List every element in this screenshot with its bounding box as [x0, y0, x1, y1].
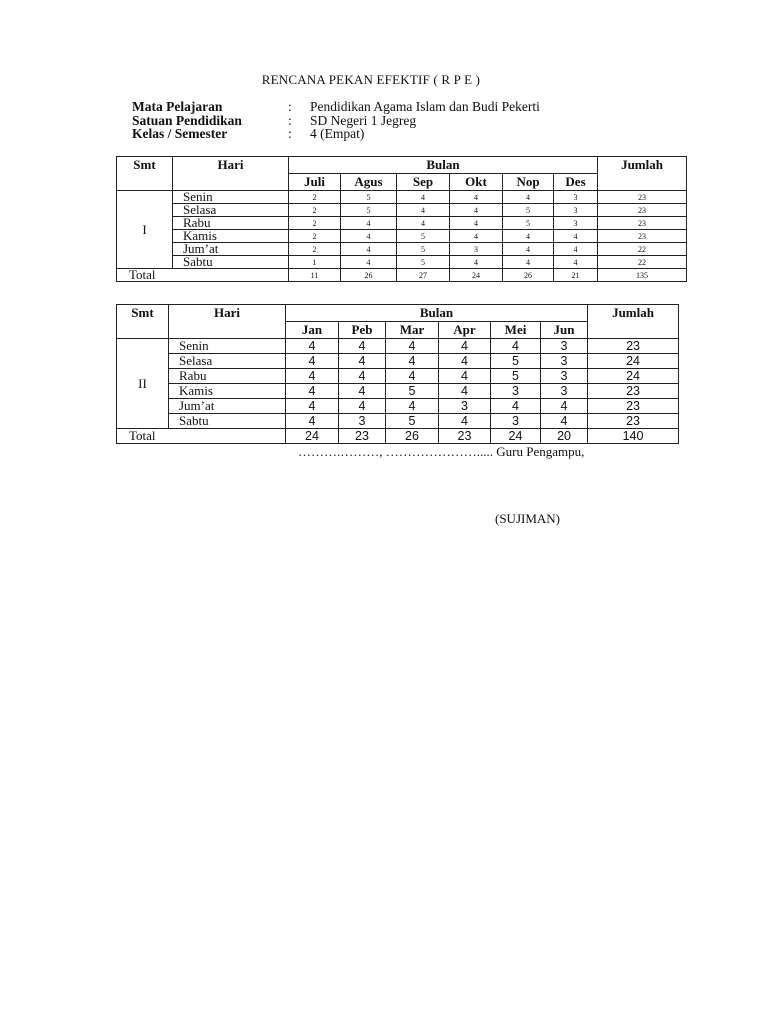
jumlah-cell: 24 [588, 369, 679, 384]
semester-label: II [117, 339, 169, 429]
value-cell: 4 [554, 243, 598, 256]
value-cell: 4 [503, 191, 554, 204]
value-cell: 5 [397, 230, 450, 243]
total-jumlah-cell: 140 [588, 429, 679, 444]
value-cell: 3 [554, 191, 598, 204]
jumlah-cell: 23 [598, 204, 687, 217]
meta-label: Kelas / Semester [132, 126, 228, 141]
total-value-cell: 26 [341, 269, 397, 282]
smt-header: Smt [117, 157, 173, 191]
table-row [117, 230, 687, 243]
value-cell: 3 [541, 354, 588, 369]
value-cell: 4 [503, 243, 554, 256]
jumlah-header: Jumlah [598, 157, 687, 191]
day-cell: Sabtu [173, 256, 289, 269]
value-cell: 5 [341, 191, 397, 204]
total-value-cell: 27 [397, 269, 450, 282]
day-cell: Rabu [173, 217, 289, 230]
value-cell: 4 [341, 256, 397, 269]
value-cell: 5 [397, 243, 450, 256]
semester-1-table [116, 156, 687, 282]
meta-colon: : [288, 113, 292, 128]
value-cell: 5 [386, 384, 439, 399]
total-value-cell: 24 [491, 429, 541, 444]
value-cell: 4 [341, 230, 397, 243]
value-cell: 3 [450, 243, 503, 256]
value-cell: 4 [439, 384, 491, 399]
total-value-cell: 26 [503, 269, 554, 282]
day-cell: Jum’at [169, 399, 286, 414]
meta-value: Pendidikan Agama Islam dan Budi Pekerti [310, 99, 540, 114]
semester-2-table [116, 304, 679, 444]
value-cell: 4 [491, 399, 541, 414]
value-cell: 1 [289, 256, 341, 269]
table-row [117, 191, 687, 204]
month-header: Jan [286, 322, 339, 339]
meta-colon: : [288, 126, 292, 141]
day-cell: Rabu [169, 369, 286, 384]
total-jumlah-cell: 135 [598, 269, 687, 282]
jumlah-cell: 23 [588, 399, 679, 414]
month-header: Apr [439, 322, 491, 339]
value-cell: 2 [289, 191, 341, 204]
signature-name: (SUJIMAN) [495, 511, 560, 526]
meta-label: Satuan Pendidikan [132, 113, 242, 128]
month-header: Mar [386, 322, 439, 339]
value-cell: 2 [289, 217, 341, 230]
total-value-cell: 23 [339, 429, 386, 444]
total-label: Total [117, 429, 169, 444]
semester-label: I [117, 191, 173, 269]
value-cell: 2 [289, 204, 341, 217]
month-header: Juli [289, 174, 341, 191]
value-cell: 4 [339, 399, 386, 414]
value-cell: 4 [286, 384, 339, 399]
value-cell: 5 [491, 369, 541, 384]
jumlah-cell: 23 [588, 414, 679, 429]
smt-header: Smt [117, 305, 169, 339]
value-cell: 4 [439, 369, 491, 384]
day-cell: Jum’at [173, 243, 289, 256]
total-row [117, 269, 687, 282]
table-row [117, 384, 679, 399]
value-cell: 4 [439, 339, 491, 354]
value-cell: 4 [491, 339, 541, 354]
jumlah-cell: 23 [588, 384, 679, 399]
month-header: Mei [491, 322, 541, 339]
value-cell: 4 [450, 256, 503, 269]
table-row [117, 399, 679, 414]
table-row [117, 256, 687, 269]
month-header: Jun [541, 322, 588, 339]
bulan-header: Bulan [289, 157, 598, 174]
table-row [117, 217, 687, 230]
value-cell: 4 [450, 217, 503, 230]
day-cell: Selasa [169, 354, 286, 369]
jumlah-cell: 23 [598, 217, 687, 230]
value-cell: 4 [439, 354, 491, 369]
value-cell: 4 [397, 191, 450, 204]
total-spacer [173, 269, 289, 282]
document-title: RENCANA PEKAN EFEKTIF ( R P E ) [261, 72, 481, 87]
month-header: Des [554, 174, 598, 191]
total-label: Total [117, 269, 173, 282]
jumlah-cell: 23 [588, 339, 679, 354]
bulan-header: Bulan [286, 305, 588, 322]
value-cell: 4 [397, 204, 450, 217]
value-cell: 3 [541, 339, 588, 354]
jumlah-cell: 22 [598, 243, 687, 256]
jumlah-cell: 23 [598, 230, 687, 243]
table-row [117, 339, 679, 354]
total-value-cell: 11 [289, 269, 341, 282]
value-cell: 4 [286, 339, 339, 354]
month-header: Agus [341, 174, 397, 191]
table-row [117, 204, 687, 217]
value-cell: 4 [386, 354, 439, 369]
total-row [117, 429, 679, 444]
value-cell: 3 [541, 369, 588, 384]
month-header: Peb [339, 322, 386, 339]
value-cell: 4 [341, 217, 397, 230]
value-cell: 3 [339, 414, 386, 429]
value-cell: 4 [339, 339, 386, 354]
value-cell: 4 [339, 369, 386, 384]
total-value-cell: 24 [450, 269, 503, 282]
total-value-cell: 24 [286, 429, 339, 444]
meta-value: SD Negeri 1 Jegreg [310, 113, 417, 128]
value-cell: 4 [450, 230, 503, 243]
value-cell: 5 [386, 414, 439, 429]
meta-label: Mata Pelajaran [132, 99, 223, 114]
jumlah-header: Jumlah [588, 305, 679, 339]
day-cell: Sabtu [169, 414, 286, 429]
table-row [117, 369, 679, 384]
meta-value: 4 (Empat) [310, 126, 365, 141]
jumlah-cell: 24 [588, 354, 679, 369]
value-cell: 4 [386, 339, 439, 354]
meta-colon: : [288, 99, 292, 114]
month-header: Okt [450, 174, 503, 191]
value-cell: 4 [397, 217, 450, 230]
total-value-cell: 20 [541, 429, 588, 444]
value-cell: 4 [386, 399, 439, 414]
hari-header: Hari [173, 157, 289, 191]
total-value-cell: 23 [439, 429, 491, 444]
value-cell: 4 [286, 399, 339, 414]
table-row [117, 414, 679, 429]
total-value-cell: 26 [386, 429, 439, 444]
day-cell: Selasa [173, 204, 289, 217]
signature-place-date: ……….………, …………………..... Guru Pengampu, [298, 444, 585, 459]
total-spacer [169, 429, 286, 444]
value-cell: 4 [386, 369, 439, 384]
hari-header: Hari [169, 305, 286, 339]
value-cell: 4 [450, 204, 503, 217]
value-cell: 3 [491, 384, 541, 399]
day-cell: Kamis [173, 230, 289, 243]
value-cell: 4 [341, 243, 397, 256]
month-header: Nop [503, 174, 554, 191]
value-cell: 4 [554, 256, 598, 269]
value-cell: 5 [503, 217, 554, 230]
value-cell: 4 [541, 399, 588, 414]
value-cell: 2 [289, 230, 341, 243]
value-cell: 5 [503, 204, 554, 217]
value-cell: 3 [541, 384, 588, 399]
table-row [117, 243, 687, 256]
value-cell: 4 [339, 384, 386, 399]
value-cell: 4 [286, 414, 339, 429]
value-cell: 4 [286, 369, 339, 384]
day-cell: Senin [169, 339, 286, 354]
value-cell: 4 [339, 354, 386, 369]
value-cell: 3 [491, 414, 541, 429]
value-cell: 3 [554, 204, 598, 217]
day-cell: Kamis [169, 384, 286, 399]
value-cell: 4 [439, 414, 491, 429]
day-cell: Senin [173, 191, 289, 204]
value-cell: 3 [439, 399, 491, 414]
value-cell: 4 [503, 230, 554, 243]
table-row [117, 354, 679, 369]
value-cell: 5 [397, 256, 450, 269]
value-cell: 3 [554, 217, 598, 230]
value-cell: 4 [450, 191, 503, 204]
value-cell: 5 [341, 204, 397, 217]
value-cell: 4 [503, 256, 554, 269]
jumlah-cell: 22 [598, 256, 687, 269]
value-cell: 4 [554, 230, 598, 243]
value-cell: 4 [286, 354, 339, 369]
total-value-cell: 21 [554, 269, 598, 282]
value-cell: 4 [541, 414, 588, 429]
value-cell: 5 [491, 354, 541, 369]
jumlah-cell: 23 [598, 191, 687, 204]
value-cell: 2 [289, 243, 341, 256]
month-header: Sep [397, 174, 450, 191]
